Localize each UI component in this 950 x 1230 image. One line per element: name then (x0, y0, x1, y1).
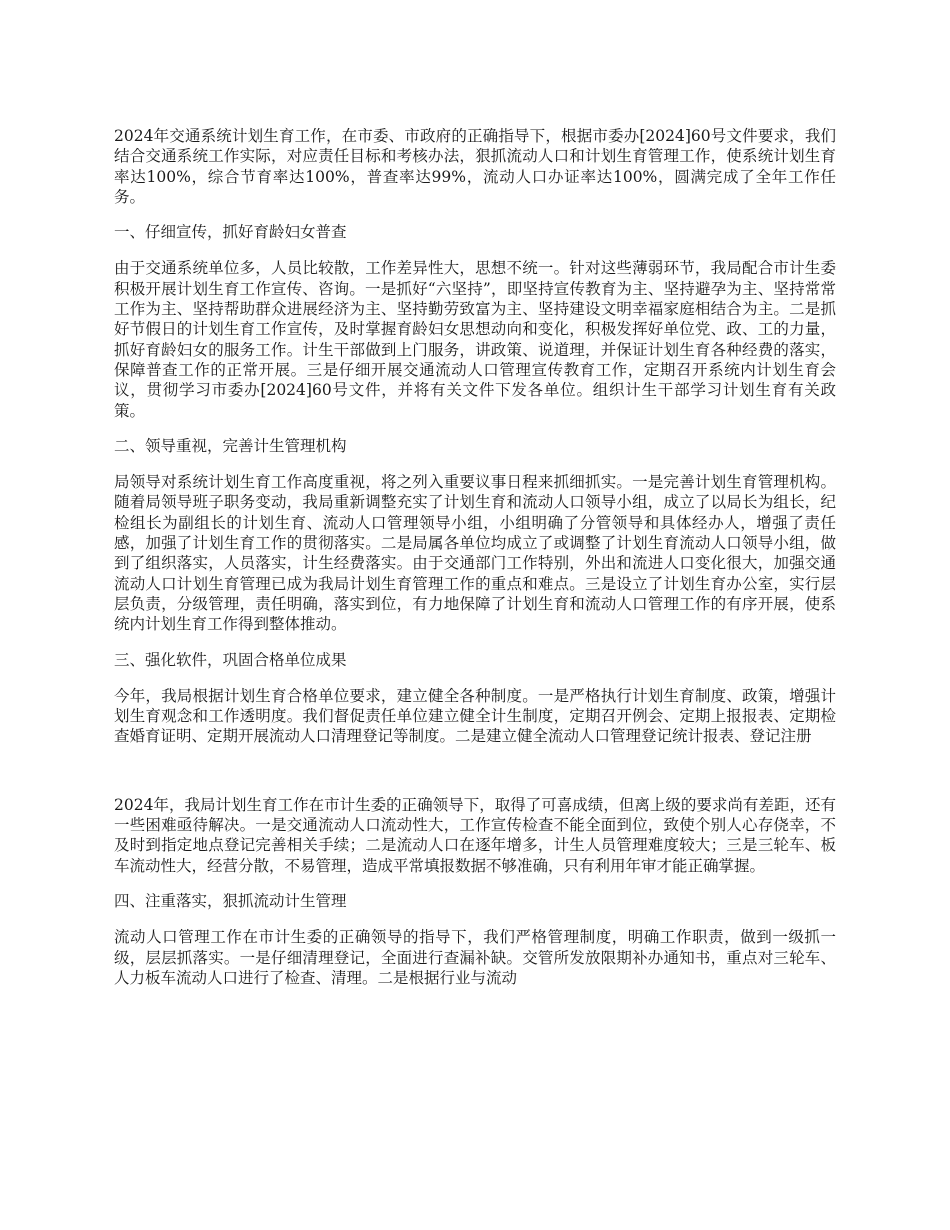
section-break (114, 747, 836, 795)
section-heading-4: 四、注重落实，狠抓流动计生管理 (114, 891, 347, 910)
section-2-paragraph: 局领导对系统计划生育工作高度重视，将之列入重要议事日程来抓细抓实。一是完善计划生育管理机构。随着局领导班子职务变动，我局重新调整充实了计划生育和流动人口领导小组，成立了以局长为组长，纪检组长为副组长的计划生育、流动人口管理领导小组，小组明确了分管领导和具体经办人，增强了责任感，加强了计划生育工作的贯彻落实。二是局属各单位均成立了或调整了计划生育流动人口领导小组，做到了组织落实，人员落实，计生经费落实。由于交通部门工作特别，外出和流进人口变化很大，加强交通流动人口计划生育管理已成为我局计划生育管理工作的重点和难点。三是设立了计划生育办公室，实行层层负责，分级管理，责任明确，落实到位，有力地保障了计划生育和流动人口管理工作的有序开展，使系统内计划生育工作得到整体推动。 (114, 473, 836, 634)
summary-paragraph: 2024年，我局计划生育工作在市计生委的正确领导下，取得了可喜成绩，但离上级的要求尚有差距，还有一些困难亟待解决。一是交通流动人口流动性大，工作宣传检查不能全面到位，致使个别人心存侥幸，不及时到指定地点登记完善相关手续；二是流动人口在逐年增多，计生人员管理难度较大；三是三轮车、板车流动性大，经营分散，不易管理，造成平常填报数据不够准确，只有利用年审才能正确掌握。 (114, 795, 836, 875)
section-heading-2: 二、领导重视，完善计生管理机构 (114, 436, 347, 455)
section-heading-3: 三、强化软件，巩固合格单位成果 (114, 650, 347, 669)
section-heading-1: 一、仔细宣传，抓好育龄妇女普查 (114, 223, 347, 242)
section-4-paragraph: 流动人口管理工作在市计生委的正确领导的指导下，我们严格管理制度，明确工作职责，做到一级抓一级，层层抓落实。一是仔细清理登记，全面进行查漏补缺。交管所发放限期补办通知书，重点对三轮车、人力板车流动人口进行了检查、清理。二是根据行业与流动 (114, 928, 836, 987)
document-page (114, 126, 836, 988)
section-3-paragraph: 今年，我局根据计划生育合格单位要求，建立健全各种制度。一是严格执行计划生育制度、政策，增强计划生育观念和工作透明度。我们督促责任单位建立健全计生制度，定期召开例会、定期上报报表、定期检查婚育证明、定期开展流动人口清理登记等制度。二是建立健全流动人口管理登记统计报表、登记注册 (114, 686, 836, 746)
intro-paragraph: 2024年交通系统计划生育工作，在市委、市政府的正确指导下，根据市委办[2024]60号文件要求，我们结合交通系统工作实际，对应责任目标和考核办法，狠抓流动人口和计划生育管理工作，使系统计划生育率达100%，综合节育率达100%，普查率达99%，流动人口办证率达100%，圆满完成了全年工作任务。 (114, 127, 836, 206)
section-1-paragraph: 由于交通系统单位多，人员比较散，工作差异性大，思想不统一。针对这些薄弱环节，我局配合市计生委积极开展计划生育工作宣传、咨询。一是抓好“六坚持”，即坚持宣传教育为主、坚持避孕为主、坚持常常工作为主、坚持帮助群众进展经济为主、坚持勤劳致富为主、坚持建设文明幸福家庭相结合为主。二是抓好节假日的计划生育工作宣传，及时掌握育龄妇女思想动向和变化，积极发挥好单位党、政、工的力量，抓好育龄妇女的服务工作。计生干部做到上门服务，讲政策、说道理，并保证计划生育各种经费的落实，保障普查工作的正常开展。三是仔细开展交通流动人口管理宣传教育工作，定期召开系统内计划生育会议，贯彻学习市委办[2024]60号文件，并将有关文件下发各单位。组织计生干部学习计划生育有关政策。 (114, 259, 836, 420)
